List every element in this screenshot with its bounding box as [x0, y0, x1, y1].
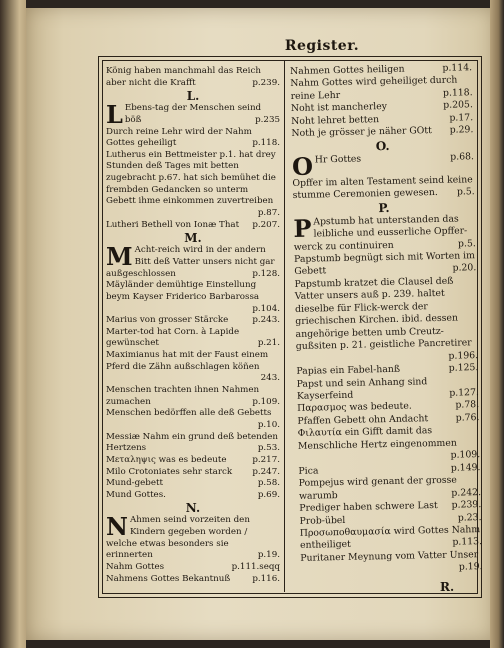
index-entry [106, 432, 280, 455]
index-entry [300, 549, 482, 578]
entry-text: Opffer im alten Testament seind keine stumme Ceremonien gewesen. [292, 173, 473, 202]
entry-text: Lutheri Bethell von Ionæ That [106, 219, 240, 230]
index-entry [298, 424, 481, 465]
entry-page-ref: p.118. [252, 138, 280, 149]
index-entry [292, 174, 474, 203]
index-entry [290, 75, 472, 104]
entry-text: Marius von grosser Stärcke [106, 315, 229, 326]
entry-text: Nahm Gottes wird geheiliget durch reine Lehr [290, 74, 458, 102]
entry-page-ref: p.29. [449, 124, 474, 136]
entry-text: Pica [298, 465, 319, 477]
index-entry [106, 327, 280, 350]
index-entry [106, 562, 280, 574]
index-entry [106, 512, 280, 562]
entry-page-ref: p.10. [257, 419, 280, 430]
entry-page-ref: p.113. [452, 536, 483, 549]
index-entry [294, 250, 476, 279]
entry-text: Pfaffen Gebett ohn Andacht [297, 413, 429, 427]
entry-text: Puritaner Meynung vom Vatter Unser [300, 549, 479, 564]
index-entry [106, 490, 280, 502]
index-entry [106, 100, 280, 130]
entry-page-ref: p.53. [257, 443, 280, 454]
entry-text: Papias ein Fabel-hanß [296, 363, 401, 377]
entry-text: König haben manchmahl das Reich aber nicht die Krafft [106, 66, 261, 88]
entry-text: Papstumb begnügt sich mit Worten im Gebett [293, 250, 476, 278]
entry-page-ref: p.19. [257, 550, 280, 561]
drop-initial: P [293, 213, 312, 243]
entry-text: Μεταληψις was es bedeute [106, 454, 227, 465]
entry-text: Milo Crotoniates sehr starck [106, 466, 233, 477]
entry-page-ref: p.76. [455, 411, 480, 424]
entry-text: Mund-gebett [106, 478, 163, 489]
index-entry [106, 220, 280, 232]
entry-page-ref: p.58. [257, 478, 280, 489]
entry-page-ref: p.247. [252, 466, 280, 477]
index-entry [297, 375, 479, 404]
right-column [290, 62, 483, 577]
index-entry [300, 524, 482, 553]
entry-page-ref: p.109. [450, 449, 481, 461]
section-letter: P. [378, 200, 390, 215]
entry-text: Papstumb kratzet die Clausel deß Vatter unsers auß p. 239. haltet dieselbe für Flick-werck der griechischen Kirchen. ibid. dessen angehörige betten umb Creutz-gußsiten p. 21. geistliche Pancretirer [294, 275, 472, 353]
entry-text: Acht-reich wird in der andern Bitt deß Vatter unsers nicht gar außgeschlossen [106, 245, 275, 279]
book-spine [0, 0, 26, 648]
index-entry [106, 242, 280, 280]
entry-page-ref: p.69. [257, 489, 280, 500]
index-entry [106, 385, 280, 408]
entry-text: Maximianus hat mit der Faust einem Pferd die Zähn außschlagen köñen [106, 350, 269, 372]
entry-page-ref: p.207. [252, 219, 280, 230]
entry-page-ref: p.23. [457, 511, 482, 524]
entry-page-ref: p.5. [456, 186, 475, 198]
entry-text: Apstumb hat unterstanden das leibliche und eusserliche Opffer-werck zu continuiren [293, 213, 468, 253]
index-entry [106, 315, 280, 327]
entry-text: Noht ist mancherley [290, 101, 388, 115]
entry-page-ref: p.217. [252, 454, 280, 465]
index-entry [106, 66, 280, 89]
entry-page-ref: p.68. [450, 150, 475, 163]
entry-text: Noht lehret betten [291, 113, 380, 127]
column-divider [284, 60, 285, 592]
entry-text: Marter-tod hat Corn. à Lapide gewünschet [106, 326, 240, 349]
index-entry [294, 275, 478, 366]
entry-text: Ebens-tag der Menschen seind böß [124, 103, 262, 125]
entry-page-ref: p.239. [252, 77, 280, 88]
left-column [106, 66, 280, 585]
entry-page-ref: p.128. [252, 268, 280, 279]
index-entry [106, 574, 280, 586]
index-entry [106, 280, 280, 315]
entry-text: Προσωποθαυμασία wird Gottes Nahm entheiliget [299, 524, 481, 552]
index-entry [106, 127, 280, 150]
entry-text: Παρασμος was bedeute. [297, 400, 412, 415]
section-letter: N. [185, 501, 201, 516]
index-entry [106, 478, 280, 490]
entry-page-ref: p.242. [451, 486, 482, 499]
entry-page-ref: p.109. [252, 396, 280, 407]
entry-text: Nahmen Gottes heiligen [290, 63, 405, 77]
index-entry [106, 455, 280, 467]
entry-text: Menschen bedörffen alle deß Gebetts [106, 408, 272, 419]
entry-page-ref: 243. [260, 373, 280, 384]
entry-page-ref: p.114. [442, 62, 473, 74]
entry-text: Mäyländer demühtige Einstellung beym Kayser Friderico Barbarossa [106, 280, 260, 302]
entry-page-ref: p.5. [457, 237, 476, 250]
entry-text: Menschen trachten ihnen Nahmen zumachen [106, 385, 260, 407]
entry-text: Nahmens Gottes Bekantnuß [106, 573, 231, 584]
entry-text: Messiæ Nahm ein grund deß betenden Hertzens [106, 431, 279, 454]
entry-text: Prob-übel [299, 514, 346, 527]
catchword: R. [440, 580, 455, 594]
entry-page-ref: p.196. [448, 349, 479, 362]
index-entry [106, 150, 280, 220]
index-entry [299, 474, 481, 503]
drop-initial: N [106, 512, 128, 542]
entry-text: Mund Gottes. [106, 489, 166, 500]
drop-initial: L [106, 100, 123, 130]
index-entry [106, 350, 280, 385]
entry-text: Ahmen seind vorzeiten den Kindern gegeben worden / welche etwas besonders sie erinnerten [106, 515, 250, 561]
section-letter: L. [186, 89, 200, 104]
index-entry [106, 467, 280, 479]
drop-initial: O [291, 151, 314, 181]
entry-page-ref: p.116. [252, 573, 280, 584]
entry-text: Pompejus wird genant der grosse warumb [298, 474, 458, 502]
page-edge [490, 0, 504, 648]
entry-page-ref: p.205. [443, 99, 473, 112]
entry-page-ref: p.20. [452, 262, 477, 275]
entry-text: Prediger haben schwere Last [299, 500, 438, 514]
entry-page-ref: p.239. [451, 499, 482, 511]
entry-text: Hr Gottes [314, 153, 362, 166]
entry-page-ref: p.78. [455, 399, 480, 412]
entry-page-ref: p.21. [257, 338, 280, 349]
entry-page-ref: p.104. [252, 303, 280, 314]
entry-page-ref: p.19. [458, 561, 483, 573]
entry-text: Noth je grösser je näher GOtt [291, 125, 432, 140]
entry-page-ref: p.17. [449, 111, 474, 124]
section-letter: O. [375, 138, 390, 153]
section-letter: M. [184, 231, 202, 246]
entry-text: Durch reine Lehr wird der Nahm Gottes geheiligt [106, 126, 252, 149]
entry-page-ref: p.149. [450, 461, 481, 474]
entry-page-ref: p.127. [449, 387, 479, 399]
entry-page-ref: p.111.seqq [231, 561, 280, 572]
entry-page-ref: p.87. [257, 208, 280, 219]
index-entry [106, 408, 280, 431]
entry-text: Lutherus ein Bettmeister p.1. hat drey Stunden deß Tages mit betten zugebracht p.67. hat sich bemühet die frembden Gedancken so unterm Gebett ihme einkommen zuvertreiben [106, 149, 276, 207]
drop-initial: M [106, 242, 133, 272]
entry-text: Nahm Gottes [106, 561, 165, 572]
entry-page-ref: p.118. [442, 87, 473, 99]
page-header: Register. [284, 38, 360, 54]
entry-text: Papst und sein Anhang sind Kayserfeind [296, 375, 428, 402]
entry-page-ref: p.235 [255, 114, 280, 125]
entry-page-ref: p.125. [448, 362, 479, 374]
index-entry [293, 213, 476, 254]
entry-page-ref: p.243. [252, 315, 280, 326]
entry-text: Φιλαυτία ein Gifft damit das Menschliche Hertz eingenommen [297, 425, 457, 452]
